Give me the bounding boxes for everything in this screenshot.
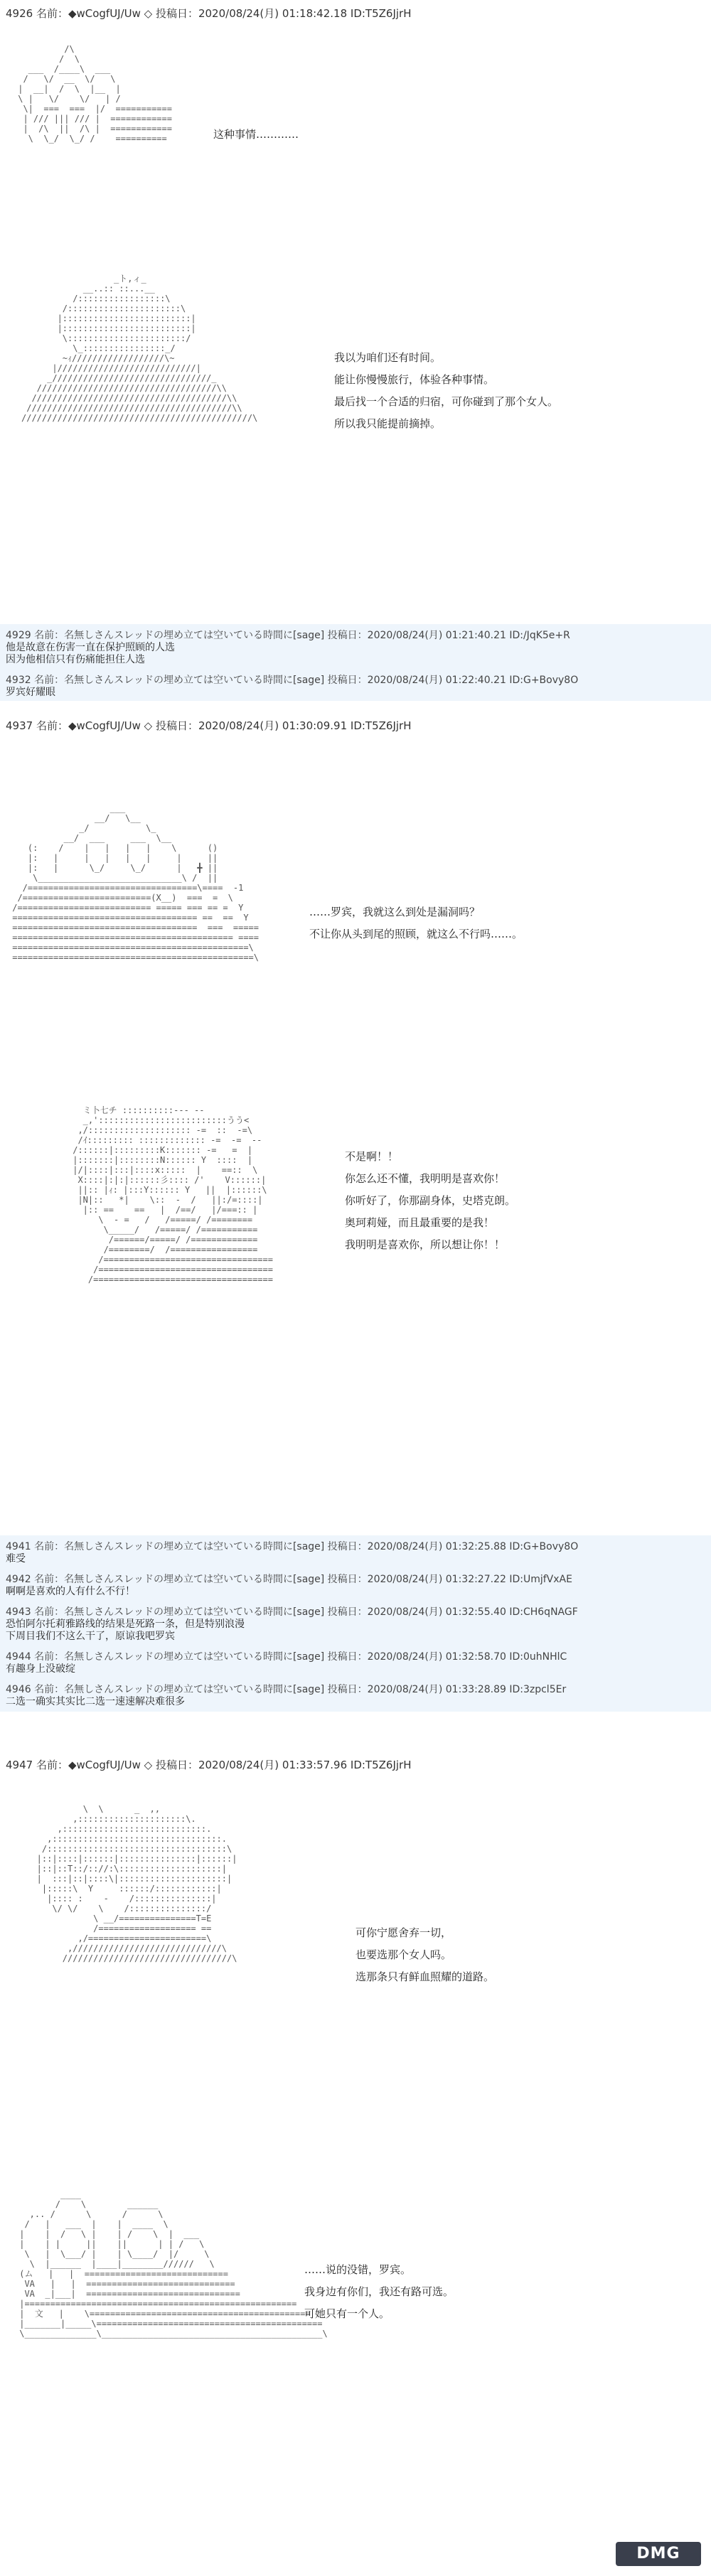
comment-body: 啊啊是喜欢的人有什么不行！ [6,1586,135,1597]
post-header-4937: 4937 名前：◆wCogfUJ/Uw ◇ 投稿日：2020/08/24(月) 01:30:09.91 ID:T5Z6JjrH [6,719,412,732]
dialogue-line: ……罗宾，我就这么到处是漏洞吗？ [309,906,481,918]
comment-4946 [0,1684,711,1708]
comment-4944 [0,1651,711,1675]
post-header-4926: 4926 名前：◆wCogfUJ/Uw ◇ 投稿日：2020/08/24(月) 01:18:42.18 ID:T5Z6JjrH [6,7,412,20]
comment-body: 恐怕阿尔托莉雅路线的结果是死路一条，但是特别浪漫 [6,1619,245,1630]
comment-4943 [0,1606,711,1643]
dialogue-line: 可你宁愿舍弃一切， [356,1926,452,1939]
dialogue-line: 我身边有你们，我还有路可选。 [304,2285,454,2298]
comment-body: 二选一确实其实比二选一速速解决难很多 [6,1696,185,1707]
comment-meta: 4932 名前：名無しさんスレッドの埋め立ては空いている時間に[sage] 投稿日：2020/08/24(月) 01:22:40.21 ID:G+Bovy8O [6,675,579,686]
comment-meta: 4946 名前：名無しさんスレッドの埋め立ては空いている時間に[sage] 投稿日：2020/08/24(月) 01:33:28.89 ID:3zpcl5Er [6,1684,567,1695]
dialogue-line: 不让你从头到尾的照顾，就这么不行吗……。 [309,928,523,940]
dialogue-line: 能让你慢慢旅行，体验各种事情。 [334,373,495,386]
dialogue-line: 你怎么还不懂，我明明是喜欢你！ [345,1172,506,1185]
comment-meta: 4944 名前：名無しさんスレッドの埋め立ては空いている時間に[sage] 投稿日：2020/08/24(月) 01:32:58.70 ID:0uhNHlC [6,1651,567,1663]
dialogue-block-5 [356,1922,494,1988]
dialogue-line: 可她只有一个人。 [304,2307,390,2320]
ascii-art-2: _ト,ィ_ __..:: ::...__ /:::::::::::::::::\ /::::::::::::::::::::::\ |:::::::::::::::::::::::::| |:::::::::::::::::::::::::| \:::::::::::::::::::::::/ \_::::::::::::::::_/ ~ｨ//////////////////\~ |///////////////////////////| _///////////////////////////////_ ///////////////////////////////////\\ //////////////////////////////////////\\ ////////////////////////////////////////\\ /////////////////////////////////////////////\ [21,274,258,423]
dialogue-block-6 [304,2259,454,2325]
comment-body: 他是故意在伤害一直在保护照顾的人选 [6,642,175,653]
dialogue-line: 我以为咱们还有时间。 [334,351,442,364]
post-header-4947: 4947 名前：◆wCogfUJ/Uw ◇ 投稿日：2020/08/24(月) 01:33:57.96 ID:T5Z6JjrH [6,1759,412,1771]
ascii-art-4: ミ卜七チ ::::::::::--- ‐- _,':::::::::::::::::::::::::うう< ,/:::::::::::::::::::: -= :: -=\ /ｲ::::::::: ::::::::::::: ‐= -= ‐- /::::::|:::::::::K::::::: ‐= = | |:::::::|::::::::N:::::: Y :::: | |/|::::|:::|::::x::::: | ==:: \ X::::|:|:|::::::彡:::: /' V::::::| ||:: |ｨ: |:::Y:::::: Y || |::::::\ |N|:: *| \:: ‐ / ||:/=::::| |:: == == | /==/ |/===:: | \ ‐ = / /=====/ /======== \_____/ /=====/ /=========== /======/=====/ /============= /========/ /================= /================================= /================================== /=================================== [73,1105,273,1284]
dialogue-block-2 [334,347,558,435]
ascii-art-6: ____ / \ ______ ,.. / \ / \ / | ___ | | ____ \ | | / \ | | / \ | ___ | | | || || | | / \ \ | \___/ | | \____/ |/ \ \ |______ |____|________////// \ (ム | | ============================ VA | | ============================= VA _|___| ============================== |===================================================== | 文 | \=========================================== |_______|_____\============================================ \______________\___________________________________________\ [19,2189,328,2339]
comment-body: 难受 [6,1553,26,1565]
comment-4929 [0,630,711,666]
comment-meta: 4941 名前：名無しさんスレッドの埋め立ては空いている時間に[sage] 投稿日：2020/08/24(月) 01:32:25.88 ID:G+Bovy8O [6,1541,579,1552]
dialogue-line: 我明明是喜欢你，所以想让你！！ [345,1238,506,1251]
dialogue-line: 不是啊！！ [345,1150,399,1163]
dialogue-line: 你听好了，你那副身体，史塔克朗。 [345,1194,516,1207]
ascii-art-5: \ \ _ ,, ,:::::::::::::::::::::\. ,::::::::::::::::::::::::::::. ,:::::::::::::::::::::::::::::::::. /:::::::::::::::::::::::::::::::::::\ |::|::::|::::::|:::::::::::::::|::::::| |::|::T::/:://:\::::::::::::::::::::| | :::|::|::::\|:::::::::::::::::::::| |:::::\ Y ::::::/::::::::::::| |:::: : ‐ /:::::::::::::::| \/ \/ \ /:::::::::::::::/ \ __/===============T=E /=================== == ,/=======================\ ,/////////////////////////////\ /////////////////////////////////\ [36,1804,237,1963]
dialogue-line: ……说的没错，罗宾。 [304,2263,412,2276]
comment-meta: 4943 名前：名無しさんスレッドの埋め立ては空いている時間に[sage] 投稿日：2020/08/24(月) 01:32:55.40 ID:CH6qNAGF [6,1606,578,1618]
comment-body: 罗宾好耀眼 [6,687,55,698]
comment-meta: 4942 名前：名無しさんスレッドの埋め立ては空いている時間に[sage] 投稿日：2020/08/24(月) 01:32:27.22 ID:UmjfVxAE [6,1574,572,1585]
dialogue-line: 奥珂莉娅，而且最重要的是我！ [345,1216,495,1229]
comment-4941 [0,1541,711,1565]
site-logo [616,2542,701,2566]
comment-group-2 [0,1535,711,1712]
site-logo-text: DMG [636,2545,680,2562]
dialogue-block-3 [309,901,523,945]
dialogue-4926-1: 这种事情………… [213,128,299,141]
dialogue-line: 所以我只能提前摘掉。 [334,417,442,430]
comment-4932 [0,675,711,699]
ascii-art-3: ___ __/ \__ _/ \_ __/ ___ ___ \__ (: / | | | | \ () |: | | | | | | || |: | \_/ \_/ | ╋ || \____________________________\ / || /=================================\==== -1 /=========================(X__) === = \ /========================== ===== === == = Y ==================================== == == Y ==================================== === ===== =========================================== ==== ==============================================\ ===============================================\ [12,803,260,962]
comment-body: 因为他相信只有伤痛能担住人选 [6,654,145,665]
dialogue-line: 也要选那个女人吗。 [356,1948,452,1961]
dialogue-line: 最后找一个合适的归宿，可你碰到了那个女人。 [334,395,559,408]
dialogue-line: 选那条只有鲜血照耀的道路。 [356,1970,495,1983]
comment-body: 有趣身上没破绽 [6,1663,75,1675]
comment-meta: 4929 名前：名無しさんスレッドの埋め立ては空いている時間に[sage] 投稿日：2020/08/24(月) 01:21:40.21 ID:/JqK5e+R [6,630,570,641]
comment-body: 下周目我们不这么干了，原谅我吧罗宾 [6,1631,175,1642]
comment-group-1 [0,624,711,701]
dialogue-block-4 [345,1146,515,1256]
comment-4942 [0,1574,711,1598]
ascii-art-1: /\ / \ ___ /____\ ___ / \/ __ \/ \ | __| / \ |__ | \ | \/ \/ | / \| === === |/ =========== | /// ||| /// | ============ | /\ || /\ | ============ \ \_/ \_/ / ========== [18,44,172,144]
